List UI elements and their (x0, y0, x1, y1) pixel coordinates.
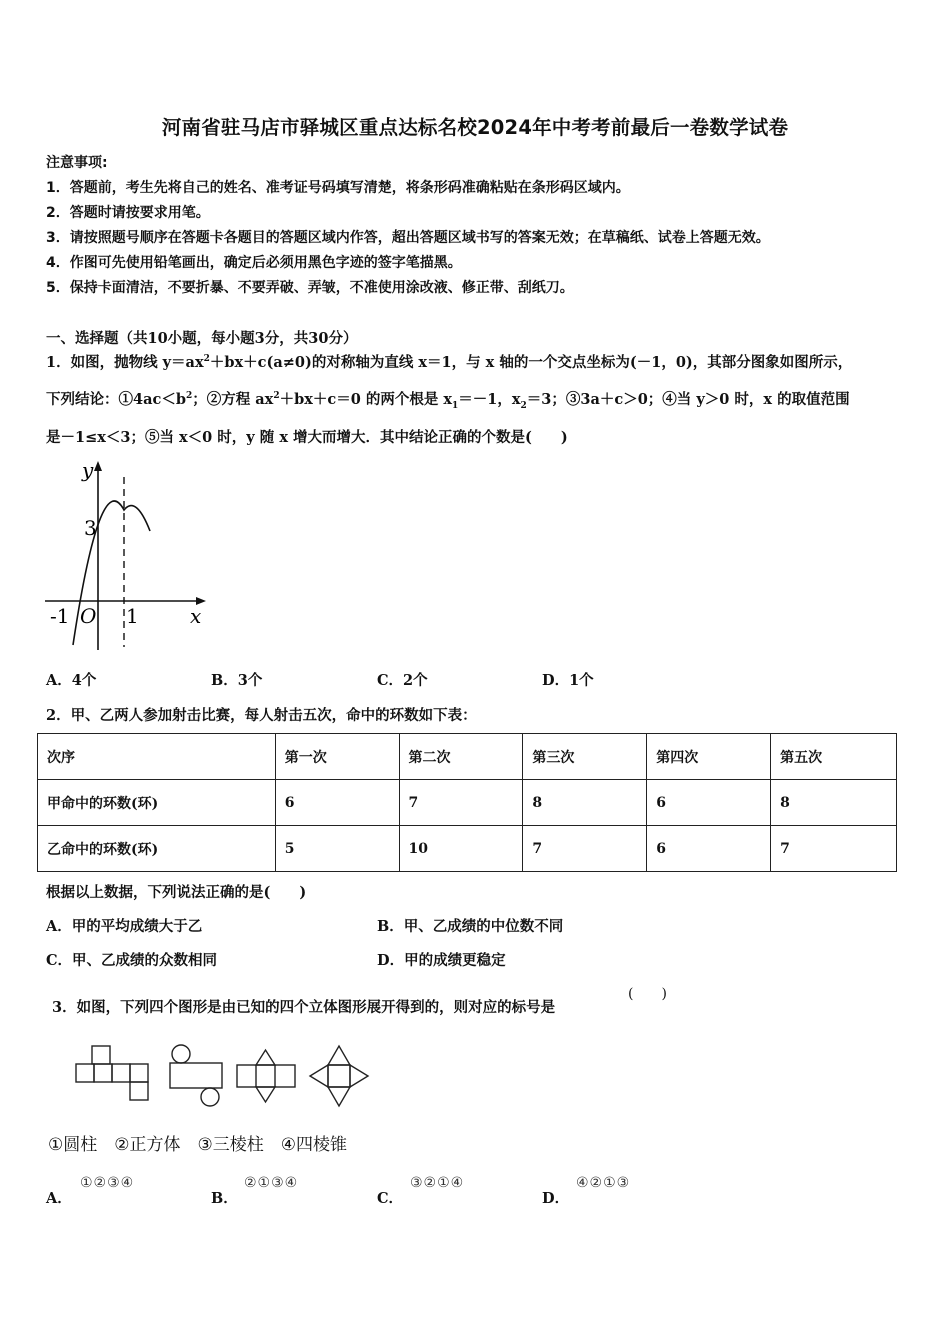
table-cell: 8 (523, 780, 647, 826)
q2-stem: 2．甲、乙两人参加射击比赛，每人射击五次，命中的环数如下表： (46, 707, 477, 724)
table-cell: 6 (275, 780, 399, 826)
prism-net (237, 1050, 295, 1102)
section-heading: 一、选择题（共10小题，每小题3分，共30分） (46, 330, 358, 347)
table-cell: 甲命中的环数(环) (38, 780, 276, 826)
q3-option-a-value: ①②③④ (80, 1175, 135, 1191)
page-title: 河南省驻马店市驿城区重点达标名校2024年中考考前最后一卷数学试卷 (161, 116, 789, 139)
y-axis-arrow (94, 461, 102, 471)
y-axis-label: y (82, 458, 94, 482)
score-table (37, 733, 897, 872)
table-header-row (38, 734, 897, 780)
notice-item: 3．请按照题号顺序在答题卡各题目的答题区域内作答，超出答题区域书写的答案无效；在草稿纸、试卷上答题无效。 (46, 230, 770, 246)
notice-item: 2．答题时请按要求用笔。 (46, 205, 210, 221)
table-cell: 8 (771, 780, 897, 826)
table-row (38, 826, 897, 872)
q1-option-a: A．4个 (46, 672, 97, 689)
q3-option-c-letter: C． (377, 1190, 404, 1207)
parabola-graph (40, 455, 220, 655)
q1-option-d: D．1个 (542, 672, 594, 689)
table-cell: 乙命中的环数(环) (38, 826, 276, 872)
table-cell: 10 (399, 826, 523, 872)
cube-net (76, 1046, 148, 1100)
q3-option-c-value: ③②①④ (410, 1175, 465, 1191)
origin-label: O (80, 604, 97, 628)
q3-option-d-value: ④②①③ (576, 1175, 631, 1191)
x-neg-label: -1 (50, 604, 70, 628)
table-cell: 5 (275, 826, 399, 872)
table-header-cell: 次序 (38, 734, 276, 780)
q2-option-a: A．甲的平均成绩大于乙 (46, 918, 203, 935)
q2-question: 根据以上数据，下列说法正确的是( ) (46, 884, 307, 901)
q1-option-c: C．2个 (377, 672, 428, 689)
table-cell: 6 (647, 826, 771, 872)
q1-stem-line3: 是－1≤x＜3；⑤当 x＜0 时，y 随 x 增大而增大．其中结论正确的个数是( ) (46, 429, 568, 446)
solid-labels: ①圆柱 ②正方体 ③三棱柱 ④四棱锥 (48, 1135, 347, 1155)
x-axis-label: x (190, 604, 202, 628)
notice-item: 5．保持卡面清洁，不要折暴、不要弄破、弄皱，不准使用涂改液、修正带、刮纸刀。 (46, 280, 574, 296)
table-cell: 6 (647, 780, 771, 826)
q3-option-d-letter: D． (542, 1190, 570, 1207)
table-header-cell: 第五次 (771, 734, 897, 780)
pyramid-net (310, 1046, 368, 1106)
q3-stem: 3．如图，下列四个图形是由已知的四个立体图形展开得到的，则对应的标号是 (52, 999, 556, 1016)
cylinder-net (170, 1045, 222, 1106)
notice-item: 1．答题前，考生先将自己的姓名、准考证号码填写清楚，将条形码准确粘贴在条形码区域内。 (46, 180, 630, 196)
q3-option-b-letter: B． (211, 1190, 238, 1207)
notice-heading: 注意事项: (46, 155, 108, 171)
table-header-cell: 第一次 (275, 734, 399, 780)
nets-figure (70, 1040, 380, 1115)
q1-option-b: B．3个 (211, 672, 263, 689)
q2-option-d: D．甲的成绩更稳定 (377, 952, 506, 969)
table-cell: 7 (399, 780, 523, 826)
q3-option-b-value: ②①③④ (244, 1175, 299, 1191)
q1-stem-line1: 1．如图，抛物线 $y=ax^2+bx+c(a\ne 0)$的对称轴为直线 x＝1，与 x 轴的一个交点坐标为(－1，0)，其部分图象如图所示， (46, 354, 853, 371)
table-header-cell: 第四次 (647, 734, 771, 780)
notice-item: 4．作图可先使用铅笔画出，确定后必须用黑色字迹的签字笔描黑。 (46, 255, 462, 271)
table-header-cell: 第二次 (399, 734, 523, 780)
table-row (38, 780, 897, 826)
table-header-cell: 第三次 (523, 734, 647, 780)
q2-option-b: B．甲、乙成绩的中位数不同 (377, 918, 564, 935)
q1-stem-line2: 下列结论：$①4ac<b^2$；②方程 $ax^2+bx+c=0$ 的两个根是 $x_1=-1$，$x_2=3$；③3a＋c＞0；④当 y＞0 时，x 的取值范围 (46, 391, 850, 411)
y-tick-label: 3 (84, 516, 97, 540)
table-cell: 7 (771, 826, 897, 872)
q3-option-a-letter: A． (46, 1190, 72, 1207)
x-pos-label: 1 (126, 604, 139, 628)
q3-answer-paren: ( ) (628, 986, 667, 1002)
table-cell: 7 (523, 826, 647, 872)
q2-option-c: C．甲、乙成绩的众数相同 (46, 952, 218, 969)
